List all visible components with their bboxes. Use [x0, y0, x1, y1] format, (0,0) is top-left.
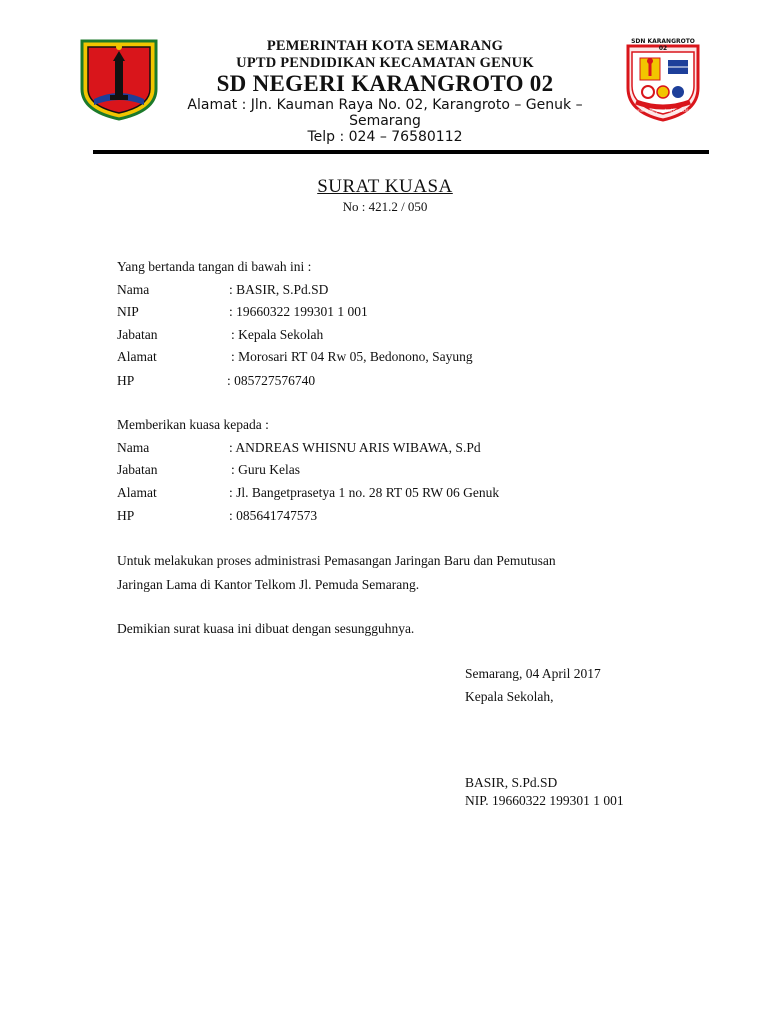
signer-nip: NIP. 19660322 199301 1 001 — [465, 793, 624, 808]
grantor-label: Nama — [117, 282, 150, 297]
purpose-line-1: Untuk melakukan proses administrasi Pemasangan Jaringan Baru dan Pemutusan — [117, 553, 556, 568]
grantor-label: HP — [117, 373, 135, 388]
grantor-value: : Kepala Sekolah — [231, 327, 324, 342]
signer-name: BASIR, S.Pd.SD — [465, 775, 558, 790]
closing-text: Demikian surat kuasa ini dibuat dengan sesungguhnya. — [117, 621, 415, 636]
letter-number: No : 421.2 / 050 — [342, 199, 428, 214]
grantee-label: Nama — [117, 440, 150, 455]
school-name: SD NEGERI KARANGROTO 02 — [216, 71, 554, 96]
address-line-1: Alamat : Jln. Kauman Raya No. 02, Karangroto – Genuk – — [187, 97, 583, 113]
grantor-label: NIP — [117, 304, 139, 319]
semarang-city-emblem-icon — [80, 39, 158, 121]
grantor-value: : Morosari RT 04 Rw 05, Bedonono, Sayung — [231, 349, 473, 364]
address-line-2: Semarang — [349, 113, 421, 129]
grantor-value: : 19660322 199301 1 001 — [229, 304, 368, 319]
grantee-value: : ANDREAS WHISNU ARIS WIBAWA, S.Pd — [229, 440, 481, 455]
phone-line: Telp : 024 – 76580112 — [307, 129, 463, 145]
letterhead-divider — [93, 150, 709, 154]
purpose-line-2: Jaringan Lama di Kantor Telkom Jl. Pemuda Semarang. — [117, 577, 420, 592]
grantee-value: : Guru Kelas — [231, 462, 300, 477]
grantor-label: Jabatan — [117, 327, 158, 342]
school-logo-caption: SDN KARANGROTO 02 — [631, 38, 695, 52]
grantee-value: : 085641747573 — [229, 508, 318, 523]
government-name: PEMERINTAH KOTA SEMARANG — [266, 38, 504, 54]
school-logo-motto: berilmu berprestasi berakhlak — [632, 108, 694, 113]
unit-name: UPTD PENDIDIKAN KECAMATAN GENUK — [236, 55, 534, 71]
letter-title: SURAT KUASA — [317, 176, 453, 197]
signer-title: Kepala Sekolah, — [465, 689, 554, 704]
grantee-label: Jabatan — [117, 462, 158, 477]
intro-text: Yang bertanda tangan di bawah ini : — [117, 259, 312, 274]
grantee-value: : Jl. Bangetprasetya 1 no. 28 RT 05 RW 06 Genuk — [229, 485, 500, 500]
grantee-label: HP — [117, 508, 135, 523]
place-date: Semarang, 04 April 2017 — [465, 666, 601, 681]
grantor-value: : 085727576740 — [227, 373, 316, 388]
grant-intro-text: Memberikan kuasa kepada : — [117, 417, 269, 432]
grantor-value: : BASIR, S.Pd.SD — [229, 282, 329, 297]
grantee-label: Alamat — [117, 485, 157, 500]
grantor-label: Alamat — [117, 349, 157, 364]
